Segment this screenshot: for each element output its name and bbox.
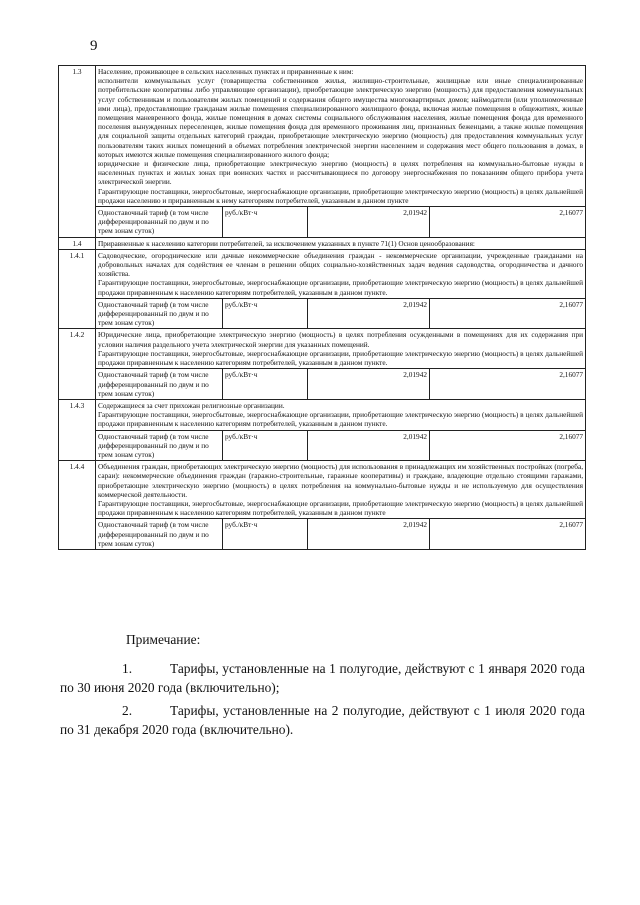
description-paragraph: Объединения граждан, приобретающих электрическую энергию (мощность) для использования в принадлежащих им хозяйственных постройках (погреба, сараи): некоммерческие объединения граждан (гаражно-строительные, гаражные кооперативы) и граждане, владеющие отдельно стоящими гаражами, приобретающие электрическую энергию (мощность) в целях потребления на коммунально-бытовые нужды и не используемую для осуществления коммерческой деятельности. [98,462,584,499]
tariff-label: Одноставочный тариф (в том числе дифференцированный по двум и по трем зонам суток) [96,207,223,238]
notes-section [60,630,585,743]
row-number: 1.3 [59,66,96,238]
description-paragraph: Гарантирующие поставщики, энергосбытовые, энергоснабжающие организации, приобретающие электрическую энергию (мощность) в целях дальнейшей продажи приравненным к населению категориям потребителей, указанным в данном пункте [98,498,584,518]
description-paragraph: Содержащиеся за счет прихожан религиозные организации. [98,400,285,410]
description-paragraph: юридические и физические лица, приобретающие электрическую энергию (мощность) в целях потребления на коммунально-бытовые нужды в населенных пунктах и жилых зонах при воинских частях и рассчитывающиеся по договору энергоснабжения по показаниям общего прибора учета электрической энергии. [98,159,584,187]
note-number: 2. [122,703,133,718]
row-number: 1.4.2 [59,329,96,399]
row-number: 1.4.1 [59,249,96,329]
description-paragraph: Гарантирующие поставщики, энергосбытовые, энергоснабжающие организации, приобретающие электрическую энергию (мощность) в целях дальнейшей продажи приравненным к населению категориям потребителей, указанным в данном пункте. [98,278,584,297]
tariff-unit: руб./кВт·ч [223,519,308,550]
row-number: 1.4.4 [59,461,96,550]
description-paragraph: Гарантирующие поставщики, энергосбытовые, энергоснабжающие организации, приобретающие электрическую энергию (мощность) в целях дальнейшей продажи приравненным к населению категориям потребителей, указанным в данном пункте. [98,348,584,368]
table-row [59,66,586,207]
description-paragraph: Гарантирующие поставщики, энергосбытовые, энергоснабжающие организации, приобретающие электрическую энергию (мощность) в целях дальнейшей продажи населению и приравненным к нему категориям потребителей, указанным в данном пункте [98,186,584,205]
table-row [59,329,586,369]
tariff-value-first-half: 2,01942 [308,369,430,400]
tariff-value-first-half: 2,01942 [308,207,430,238]
row-number: 1.4 [59,237,96,249]
tariff-value-second-half: 2,16077 [430,519,586,550]
category-description [96,329,586,369]
tariff-label: Одноставочный тариф (в том числе дифференцированный по двум и по трем зонам суток) [96,298,223,329]
description-paragraph: исполнители коммунальных услуг (товарищества собственников жилья, жилищно-строительные, жилищные или иные специализированные потребительские кооперативы либо управляющие организации), приобретающие электрическую энергию (мощность) для предоставления коммунальных услуг собственникам и пользователям жилых помещений и содержания общего имущества многоквартирных домов; наймодатели (или уполномоченные ими лица), предоставляющие гражданам жилые помещения специализированного жилищного фонда, включая жилые помещения в общежитиях, жилые помещения маневренного фонда, жилые помещения в домах системы социального обслуживания населения, жилые помещения фонда для временного поселения вынужденных переселенцев, жилые помещения фонда для временного проживания лиц, признанных беженцами, а также жилые помещения для социальной защиты отдельных категорий граждан, приобретающие электрическую энергию (мощность) для предоставления коммунальных услуг пользователям таких жилых помещений в объемах потребления электрической энергии населением и содержания мест общего пользования в домах, в которых имеются жилые помещения специализированного жилого фонда; [98,76,584,159]
tariff-label: Одноставочный тариф (в том числе дифференцированный по двум и по трем зонам суток) [96,369,223,400]
tariff-unit: руб./кВт·ч [223,369,308,400]
page-number: 9 [90,38,98,54]
tariff-value-second-half: 2,16077 [430,369,586,400]
table-row [59,249,586,298]
table-row [59,399,586,430]
description-paragraph: Гарантирующие поставщики, энергосбытовые, энергоснабжающие организации, приобретающие электрическую энергию (мощность) в целях дальнейшей продажи приравненным к населению категориям потребителей, указанным в данном пункте. [98,410,584,429]
tariff-label: Одноставочный тариф (в том числе дифференцированный по двум и по трем зонам суток) [96,519,223,550]
notes-title: Примечание: [126,632,201,647]
tariff-label: Одноставочный тариф (в том числе дифференцированный по двум и по трем зонам суток) [96,430,223,461]
tariff-table [58,65,586,550]
category-description [96,66,586,207]
tariff-value-second-half: 2,16077 [430,430,586,461]
note-number: 1. [122,661,133,676]
note-item [60,659,585,697]
description-paragraph: Юридические лица, приобретающие электрическую энергию (мощность) в целях потребления осужденными в помещениях для их содержания при условии наличия раздельного учета электрической энергии для указанных помещений. [98,330,584,349]
category-description [96,461,586,519]
table-row [59,461,586,519]
tariff-row [59,430,586,461]
tariff-value-second-half: 2,16077 [430,298,586,329]
tariff-value-first-half: 2,01942 [308,430,430,461]
note-text: Тарифы, установленные на 2 полугодие, действуют с 1 июля 2020 года по 31 декабря 2020 года (включительно). [60,703,585,737]
tariff-value-first-half: 2,01942 [308,519,430,550]
note-text: Тарифы, установленные на 1 полугодие, действуют с 1 января 2020 года по 30 июня 2020 года (включительно); [60,661,585,695]
tariff-unit: руб./кВт·ч [223,430,308,461]
description-paragraph: Население, проживающее в сельских населенных пунктах и приравненные к ним: [98,67,354,76]
category-description [96,399,586,430]
tariff-value-second-half: 2,16077 [430,207,586,238]
note-item [60,701,585,739]
tariff-value-first-half: 2,01942 [308,298,430,329]
description-paragraph: Садоводческие, огороднические или дачные некоммерческие объединения граждан - некоммерческие организации, учрежденные гражданами на добровольных началах для содействия ее членам в решении общих социально-хозяйственных задач ведения садоводства, огородничества и дачного хозяйства. [98,250,584,279]
row-number: 1.4.3 [59,399,96,460]
tariff-row [59,298,586,329]
tariff-row [59,519,586,550]
table-row [59,237,586,249]
category-description [96,249,586,298]
category-header: Приравненные к населению категории потребителей, за исключением указанных в пункте 71(1) Основ ценообразования: [96,237,586,249]
tariff-unit: руб./кВт·ч [223,298,308,329]
tariff-row [59,369,586,400]
tariff-row [59,207,586,238]
tariff-unit: руб./кВт·ч [223,207,308,238]
